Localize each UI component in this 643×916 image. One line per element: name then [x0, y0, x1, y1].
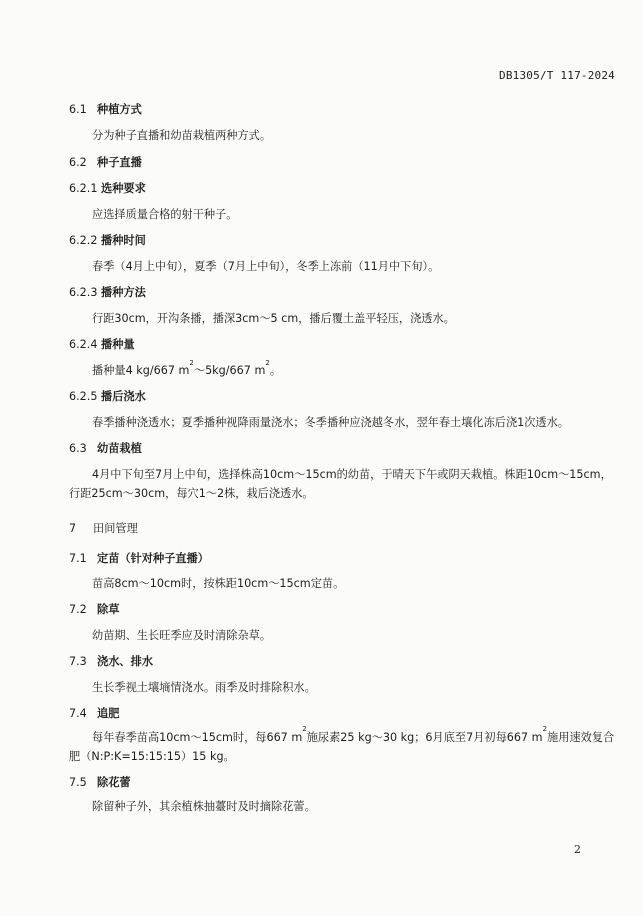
section-number: 7.2 [69, 603, 87, 616]
paragraph-7-4-line-2: 肥（N:P:K=15:15:15）15 kg。 [69, 750, 235, 763]
section-heading-7-5 [69, 774, 131, 790]
paragraph-6-2-2: 春季（4月上中旬），夏季（7月上中旬），冬季上冻前（11月中下旬）。 [92, 260, 440, 273]
superscript: 2 [265, 359, 270, 367]
section-heading-7-2 [69, 601, 119, 617]
paragraph-7-4-line-1 [92, 725, 615, 745]
section-number: 7.1 [69, 552, 87, 565]
superscript: 2 [189, 359, 194, 367]
section-heading-6-3 [69, 440, 142, 456]
section-title: 播种方法 [101, 286, 146, 299]
document-code: DB1305/T 117-2024 [499, 69, 615, 82]
section-title: 幼苗栽植 [97, 442, 142, 455]
chapter-heading-7 [69, 520, 138, 536]
section-title: 选种要求 [101, 182, 146, 195]
section-title: 播种时间 [101, 234, 146, 247]
paragraph-6-2-4 [92, 359, 282, 378]
section-title: 种植方式 [97, 103, 142, 116]
text-run: ～5kg/667 m [193, 364, 266, 377]
section-number: 6.2.2 [69, 234, 98, 247]
text-run: 施用速效复合 [547, 731, 615, 744]
chapter-number: 7 [69, 522, 77, 535]
paragraph-6-2-1: 应选择质量合格的射干种子。 [92, 208, 238, 221]
paragraph-6-2-3: 行距30cm，开沟条播，播深3cm～5 cm，播后覆土盖平轻压，浇透水。 [92, 312, 455, 325]
section-heading-7-1 [69, 550, 209, 566]
section-heading-6-2-1 [69, 180, 146, 196]
section-heading-6-2 [69, 154, 142, 170]
section-number: 6.2.3 [69, 286, 98, 299]
paragraph-6-2-5: 春季播种浇透水；夏季播种视降雨量浇水；冬季播种应浇越冬水，翌年春土壤化冻后浇1次透水。 [92, 416, 569, 429]
section-number: 7.3 [69, 655, 87, 668]
section-title: 追肥 [97, 707, 120, 720]
paragraph-7-3: 生长季视土壤墒情浇水。雨季及时排除积水。 [92, 681, 316, 694]
text-run: 播种量4 kg/667 m [92, 364, 190, 377]
section-heading-6-1 [69, 101, 142, 117]
paragraph-7-5: 除留种子外，其余植株抽薹时及时摘除花蕾。 [92, 800, 316, 813]
section-title: 播后浇水 [101, 390, 146, 403]
section-title: 播种量 [101, 338, 135, 351]
page-number: 2 [574, 843, 581, 856]
section-heading-6-2-5 [69, 388, 146, 404]
superscript: 2 [542, 725, 548, 733]
section-heading-6-2-3 [69, 284, 146, 300]
section-title: 种子直播 [97, 156, 142, 169]
section-number: 6.2.5 [69, 390, 98, 403]
section-title: 除草 [97, 603, 120, 616]
paragraph-6-3-line-1: 4月中下旬至7月上中旬，选择株高10cm～15cm的幼苗，于晴天下午或阴天栽植。株距10cm～15cm， [92, 468, 612, 481]
section-number: 7.5 [69, 776, 87, 789]
section-title: 除花蕾 [97, 776, 131, 789]
section-heading-7-3 [69, 653, 153, 669]
section-title: 浇水、排水 [97, 655, 153, 668]
section-heading-7-4 [69, 705, 119, 721]
section-number: 6.2.4 [69, 338, 98, 351]
text-run: 。 [269, 364, 282, 377]
section-number: 6.3 [69, 442, 87, 455]
section-heading-6-2-4 [69, 336, 135, 352]
text-run: 每年春季苗高10cm～15cm时，每667 m [92, 731, 303, 744]
paragraph-7-1: 苗高8cm～10cm时，按株距10cm～15cm定苗。 [92, 577, 345, 590]
section-heading-6-2-2 [69, 232, 146, 248]
paragraph-6-1: 分为种子直播和幼苗栽植两种方式。 [92, 129, 272, 142]
section-number: 7.4 [69, 707, 87, 720]
superscript: 2 [302, 725, 307, 733]
paragraph-7-2: 幼苗期、生长旺季应及时清除杂草。 [92, 629, 272, 642]
paragraph-6-3-line-2: 行距25cm～30cm，每穴1～2株，栽后浇透水。 [69, 487, 314, 500]
section-number: 6.2 [69, 156, 87, 169]
section-number: 6.2.1 [69, 182, 98, 195]
section-title: 定苗（针对种子直播） [97, 552, 209, 565]
text-run: 施尿素25 kg～30 kg；6月底至7月初每667 m [306, 731, 543, 744]
section-number: 6.1 [69, 103, 87, 116]
chapter-title: 田间管理 [93, 522, 138, 535]
